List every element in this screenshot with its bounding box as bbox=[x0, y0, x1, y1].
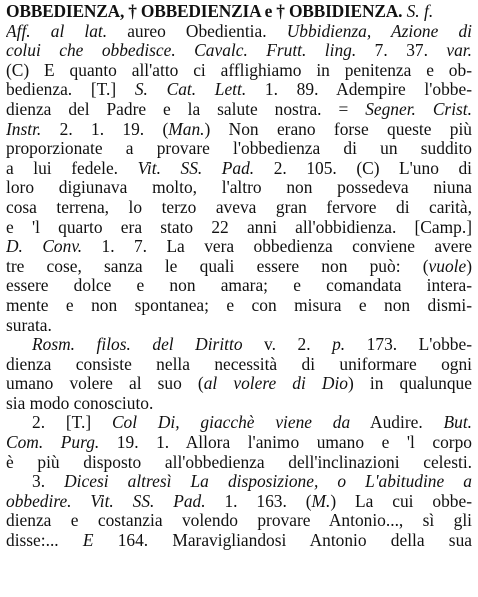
line-text: umano volere al suo ( bbox=[6, 374, 204, 394]
line-text: ) in qualunque bbox=[348, 374, 472, 394]
citation-italic: Dicesi altresì La disposizione, o L'abitudine a bbox=[64, 472, 472, 492]
line-text: a lui fedele. bbox=[6, 158, 138, 178]
citation-italic: But. bbox=[443, 413, 472, 433]
line-text: ) La cui obbe- bbox=[330, 491, 472, 511]
line-text: dienza del Padre e la salute nostra. = bbox=[6, 99, 366, 119]
line-text: 173. L'obbe- bbox=[345, 335, 472, 355]
entry-line bbox=[6, 472, 472, 492]
citation-italic: S. Cat. Lett. bbox=[134, 80, 247, 100]
entry-headline bbox=[6, 2, 472, 22]
entry-line bbox=[6, 80, 472, 100]
entry-line bbox=[6, 492, 472, 512]
entry-line bbox=[6, 218, 472, 238]
line-text: ) bbox=[466, 256, 472, 276]
citation-italic: Instr. bbox=[6, 119, 42, 139]
entry-line bbox=[6, 296, 472, 316]
citation-italic: var. bbox=[446, 41, 472, 61]
part-of-speech: S. f. bbox=[406, 2, 434, 21]
line-text: v. 2. bbox=[242, 335, 333, 355]
entry-line bbox=[6, 276, 472, 296]
entry-body bbox=[6, 22, 472, 551]
line-text: bedienza. [T.] bbox=[6, 80, 135, 100]
line-text: Audire. bbox=[350, 413, 444, 433]
entry-line bbox=[6, 22, 472, 42]
entry-line bbox=[6, 237, 472, 257]
line-text: e 'l quarto era stato 22 anni all'obbidienza. [Camp.] bbox=[6, 217, 472, 237]
line-text: proporzionate a provare l'obbedienza di un suddito bbox=[6, 139, 472, 159]
entry-line bbox=[6, 355, 472, 375]
line-text: cosa terrena, lo terzo aveva gran fervore di carità, bbox=[6, 197, 472, 217]
entry-line bbox=[6, 531, 472, 551]
line-text: 1. 163. ( bbox=[205, 491, 312, 511]
line-text: è più disposto all'obbedienza dell'inclinazioni celesti. bbox=[6, 452, 472, 472]
line-text: 1. 7. La vera obbedienza conviene avere bbox=[82, 237, 472, 257]
citation-italic: Col Di, giacchè viene da bbox=[111, 413, 351, 433]
line-text: 2. 105. (C) L'uno di bbox=[254, 158, 472, 178]
line-text: tre cose, sanza le quali essere non può: ( bbox=[6, 256, 429, 276]
line-text: 164. Maravigliandosi Antonio della sua bbox=[93, 531, 472, 551]
entry-line bbox=[6, 120, 472, 140]
line-text: dienza consiste nella necessità di uniformare ogni bbox=[6, 354, 472, 374]
line-text: loro digiunava molto, l'altro non possedeva niuna bbox=[6, 178, 472, 198]
line-text: surata. bbox=[6, 315, 52, 335]
line-text: 2. [T.] bbox=[32, 413, 112, 433]
line-text: 7. 37. bbox=[356, 41, 447, 61]
citation-italic: Vit. SS. Pad. bbox=[137, 158, 255, 178]
entry-line bbox=[6, 511, 472, 531]
line-text: sia modo conosciuto. bbox=[6, 393, 154, 413]
line-text: disse:... bbox=[6, 531, 83, 551]
entry-line bbox=[6, 413, 472, 433]
line-text: mente e non spontanea; e con misura e non dismi- bbox=[6, 295, 472, 315]
citation-italic: obbedire. Vit. SS. Pad. bbox=[6, 491, 206, 511]
line-text: 3. bbox=[32, 472, 65, 492]
citation-italic: Segner. Crist. bbox=[365, 99, 472, 119]
citation-italic: Com. Purg. bbox=[6, 433, 100, 453]
citation-italic: E bbox=[82, 531, 94, 551]
line-text: 19. 1. Allora l'animo umano e 'l corpo bbox=[99, 433, 472, 453]
entry-line bbox=[6, 178, 472, 198]
entry-line bbox=[6, 61, 472, 81]
citation-italic: p. bbox=[332, 335, 346, 355]
entry-line bbox=[6, 159, 472, 179]
entry-line bbox=[6, 433, 472, 453]
line-text: 1. 89. Adempire l'obbe- bbox=[246, 80, 472, 100]
citation-italic: Rosm. filos. del Diritto bbox=[32, 335, 243, 355]
citation-italic: al volere di Dio bbox=[203, 374, 348, 394]
entry-line bbox=[6, 198, 472, 218]
line-text: ) Non erano forse queste più bbox=[204, 119, 472, 139]
citation-italic: vuole bbox=[428, 256, 467, 276]
citation-italic: colui che obbedisce. Cavalc. Frutt. ling. bbox=[6, 41, 357, 61]
citation-italic: Aff. al lat. bbox=[6, 21, 108, 41]
citation-italic: M. bbox=[311, 491, 331, 511]
entry-line bbox=[6, 374, 472, 394]
citation-italic: Man. bbox=[168, 119, 205, 139]
line-text: aureo Obedientia. bbox=[107, 21, 287, 41]
entry-line bbox=[6, 139, 472, 159]
entry-line bbox=[6, 41, 472, 61]
entry-line bbox=[6, 257, 472, 277]
entry-line bbox=[6, 316, 472, 336]
headword: OBBEDIENZA, † OBBEDIENZIA e † OBBIDIENZA. bbox=[6, 2, 403, 21]
citation-italic: D. Conv. bbox=[6, 237, 83, 257]
citation-italic: Ubbidienza, Azione di bbox=[286, 21, 472, 41]
line-text: dienza e costanzia volendo provare Antonio..., sì gli bbox=[6, 511, 472, 531]
entry-line bbox=[6, 394, 472, 414]
entry-line bbox=[6, 335, 472, 355]
line-text: (C) E quanto all'atto ci afflighiamo in penitenza e ob- bbox=[6, 60, 472, 80]
line-text: 2. 1. 19. ( bbox=[41, 119, 169, 139]
entry-line bbox=[6, 100, 472, 120]
entry-line bbox=[6, 453, 472, 473]
line-text: essere dolce e non amara; e comandata intera- bbox=[6, 276, 472, 296]
